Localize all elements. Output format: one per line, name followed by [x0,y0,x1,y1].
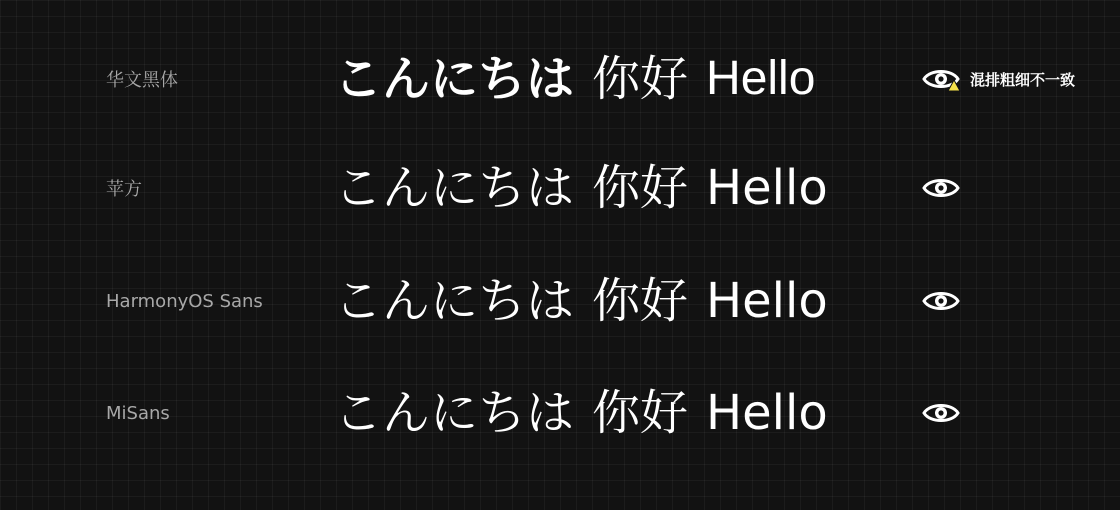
font-name-label: 华文黑体 [106,70,178,91]
sample-latin: Hello [706,160,828,216]
font-row-misans [0,368,1120,458]
sample-text [334,256,828,346]
sample-text [334,34,815,124]
font-row-huawen-heiti [0,34,1120,124]
sample-kana: こんにちは [334,160,575,216]
sample-text [334,368,828,458]
eye-icon [922,175,960,201]
sample-latin: Hello [706,385,828,441]
sample-hanzi: 你好 [592,160,689,216]
warning-icon [947,79,961,92]
sample-hanzi: 你好 [592,385,689,441]
sample-latin: Hello [706,52,816,105]
eye-icon [922,288,960,314]
sample-hanzi: 你好 [592,51,689,107]
font-name-label: MiSans [106,402,170,424]
font-name-label: HarmonyOS Sans [106,290,263,312]
font-row-pingfang [0,143,1120,233]
eye-icon [922,400,960,426]
font-name-label: 苹方 [106,179,142,200]
sample-text [334,143,828,233]
preview-toggle[interactable] [922,143,960,233]
sample-kana: こんにちは [334,385,575,441]
warning-text: 混排粗细不一致 [970,70,1076,89]
sample-kana: こんにちは [334,51,575,107]
preview-toggle[interactable] [922,368,960,458]
preview-toggle[interactable] [922,256,960,346]
preview-toggle[interactable] [922,34,962,124]
font-row-harmonyos-sans [0,256,1120,346]
sample-kana: こんにちは [334,273,575,329]
sample-latin: Hello [706,273,828,329]
sample-hanzi: 你好 [592,273,689,329]
